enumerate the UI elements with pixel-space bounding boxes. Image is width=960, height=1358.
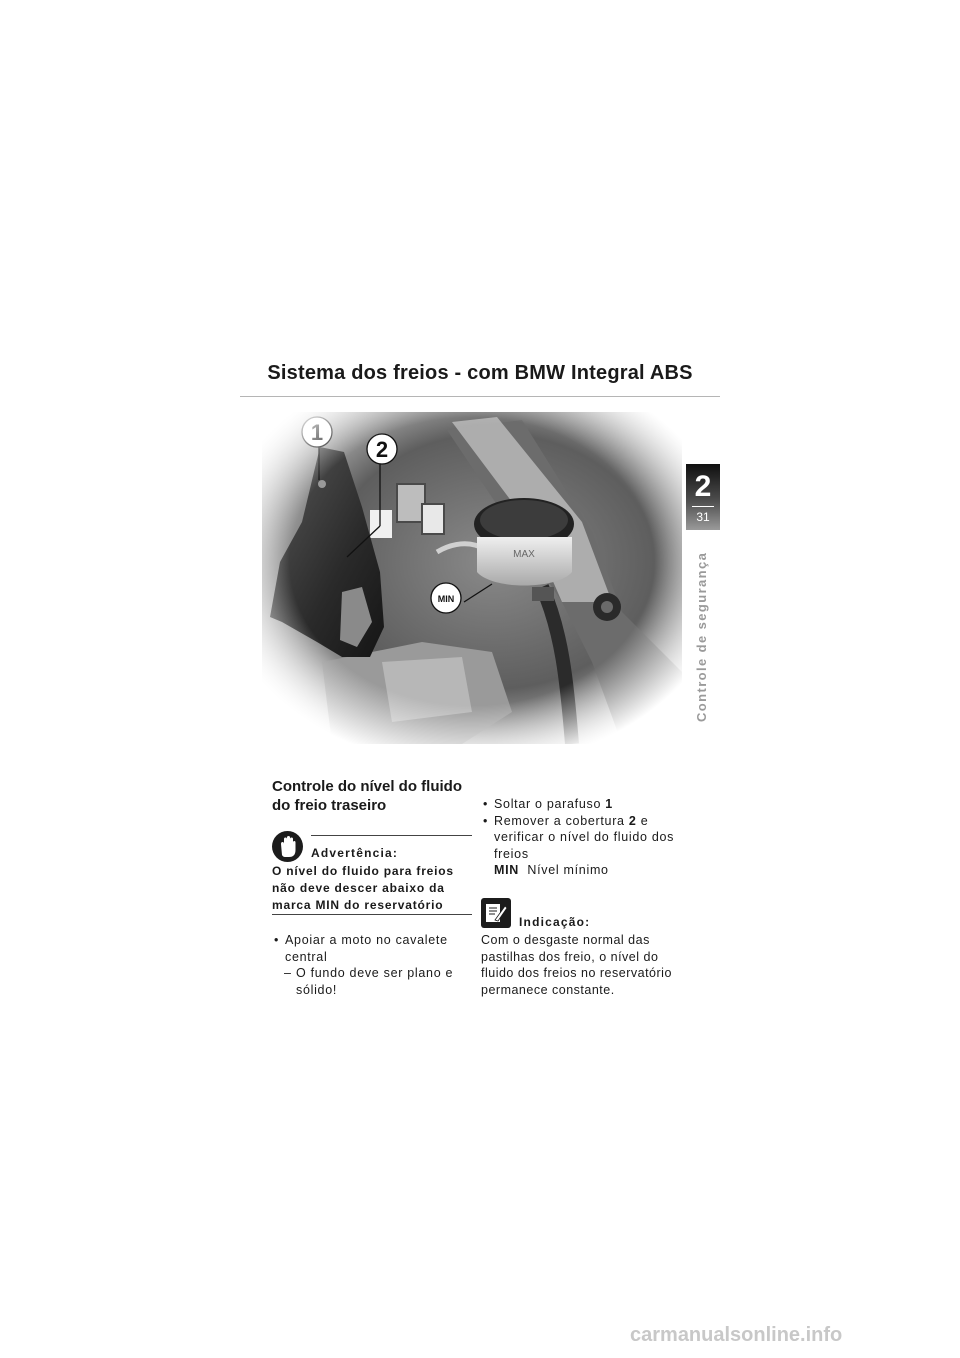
title-divider xyxy=(240,396,720,397)
chapter-side-label: Controle de segurança xyxy=(694,551,709,722)
section-heading: Controle do nível do fluido do freio traseiro xyxy=(272,778,462,814)
warning-rule-bottom xyxy=(272,914,472,915)
chapter-divider xyxy=(692,506,714,507)
step-remove-cover: • Remover a cobertura 2 e verificar o nível do fluido dos freios xyxy=(481,813,701,863)
step-level-ground: – O fundo deve ser plano e sólido! xyxy=(272,965,472,998)
note-hand-writing-icon xyxy=(481,898,511,928)
warning-hand-icon xyxy=(272,831,303,862)
chapter-number: 2 xyxy=(694,470,712,503)
note-text: Com o desgaste normal das pastilhas dos freio, o nível do fluido dos freios no reservatório permanece constante. xyxy=(481,933,672,997)
page-number: 31 xyxy=(696,510,710,524)
warning-text: O nível do fluido para freios não deve descer abaixo da marca MIN do reservatório xyxy=(272,864,454,912)
note-title: Indicação: xyxy=(519,915,591,929)
page-title: Sistema dos freios - com BMW Integral ABS xyxy=(267,362,693,384)
step-loosen-screw: • Soltar o parafuso 1 xyxy=(481,796,701,813)
brake-reservoir-photo xyxy=(262,412,682,744)
warning-rule-top xyxy=(311,835,472,836)
site-watermark: carmanualsonline.info xyxy=(630,1324,843,1346)
min-definition: MIN Nível mínimo xyxy=(494,863,609,877)
steps-right xyxy=(481,796,701,879)
step-support-bike: • Apoiar a moto no cavalete central xyxy=(272,932,472,965)
chapter-tab xyxy=(686,464,720,530)
warning-title: Advertência: xyxy=(311,846,399,860)
steps-left xyxy=(272,932,472,998)
